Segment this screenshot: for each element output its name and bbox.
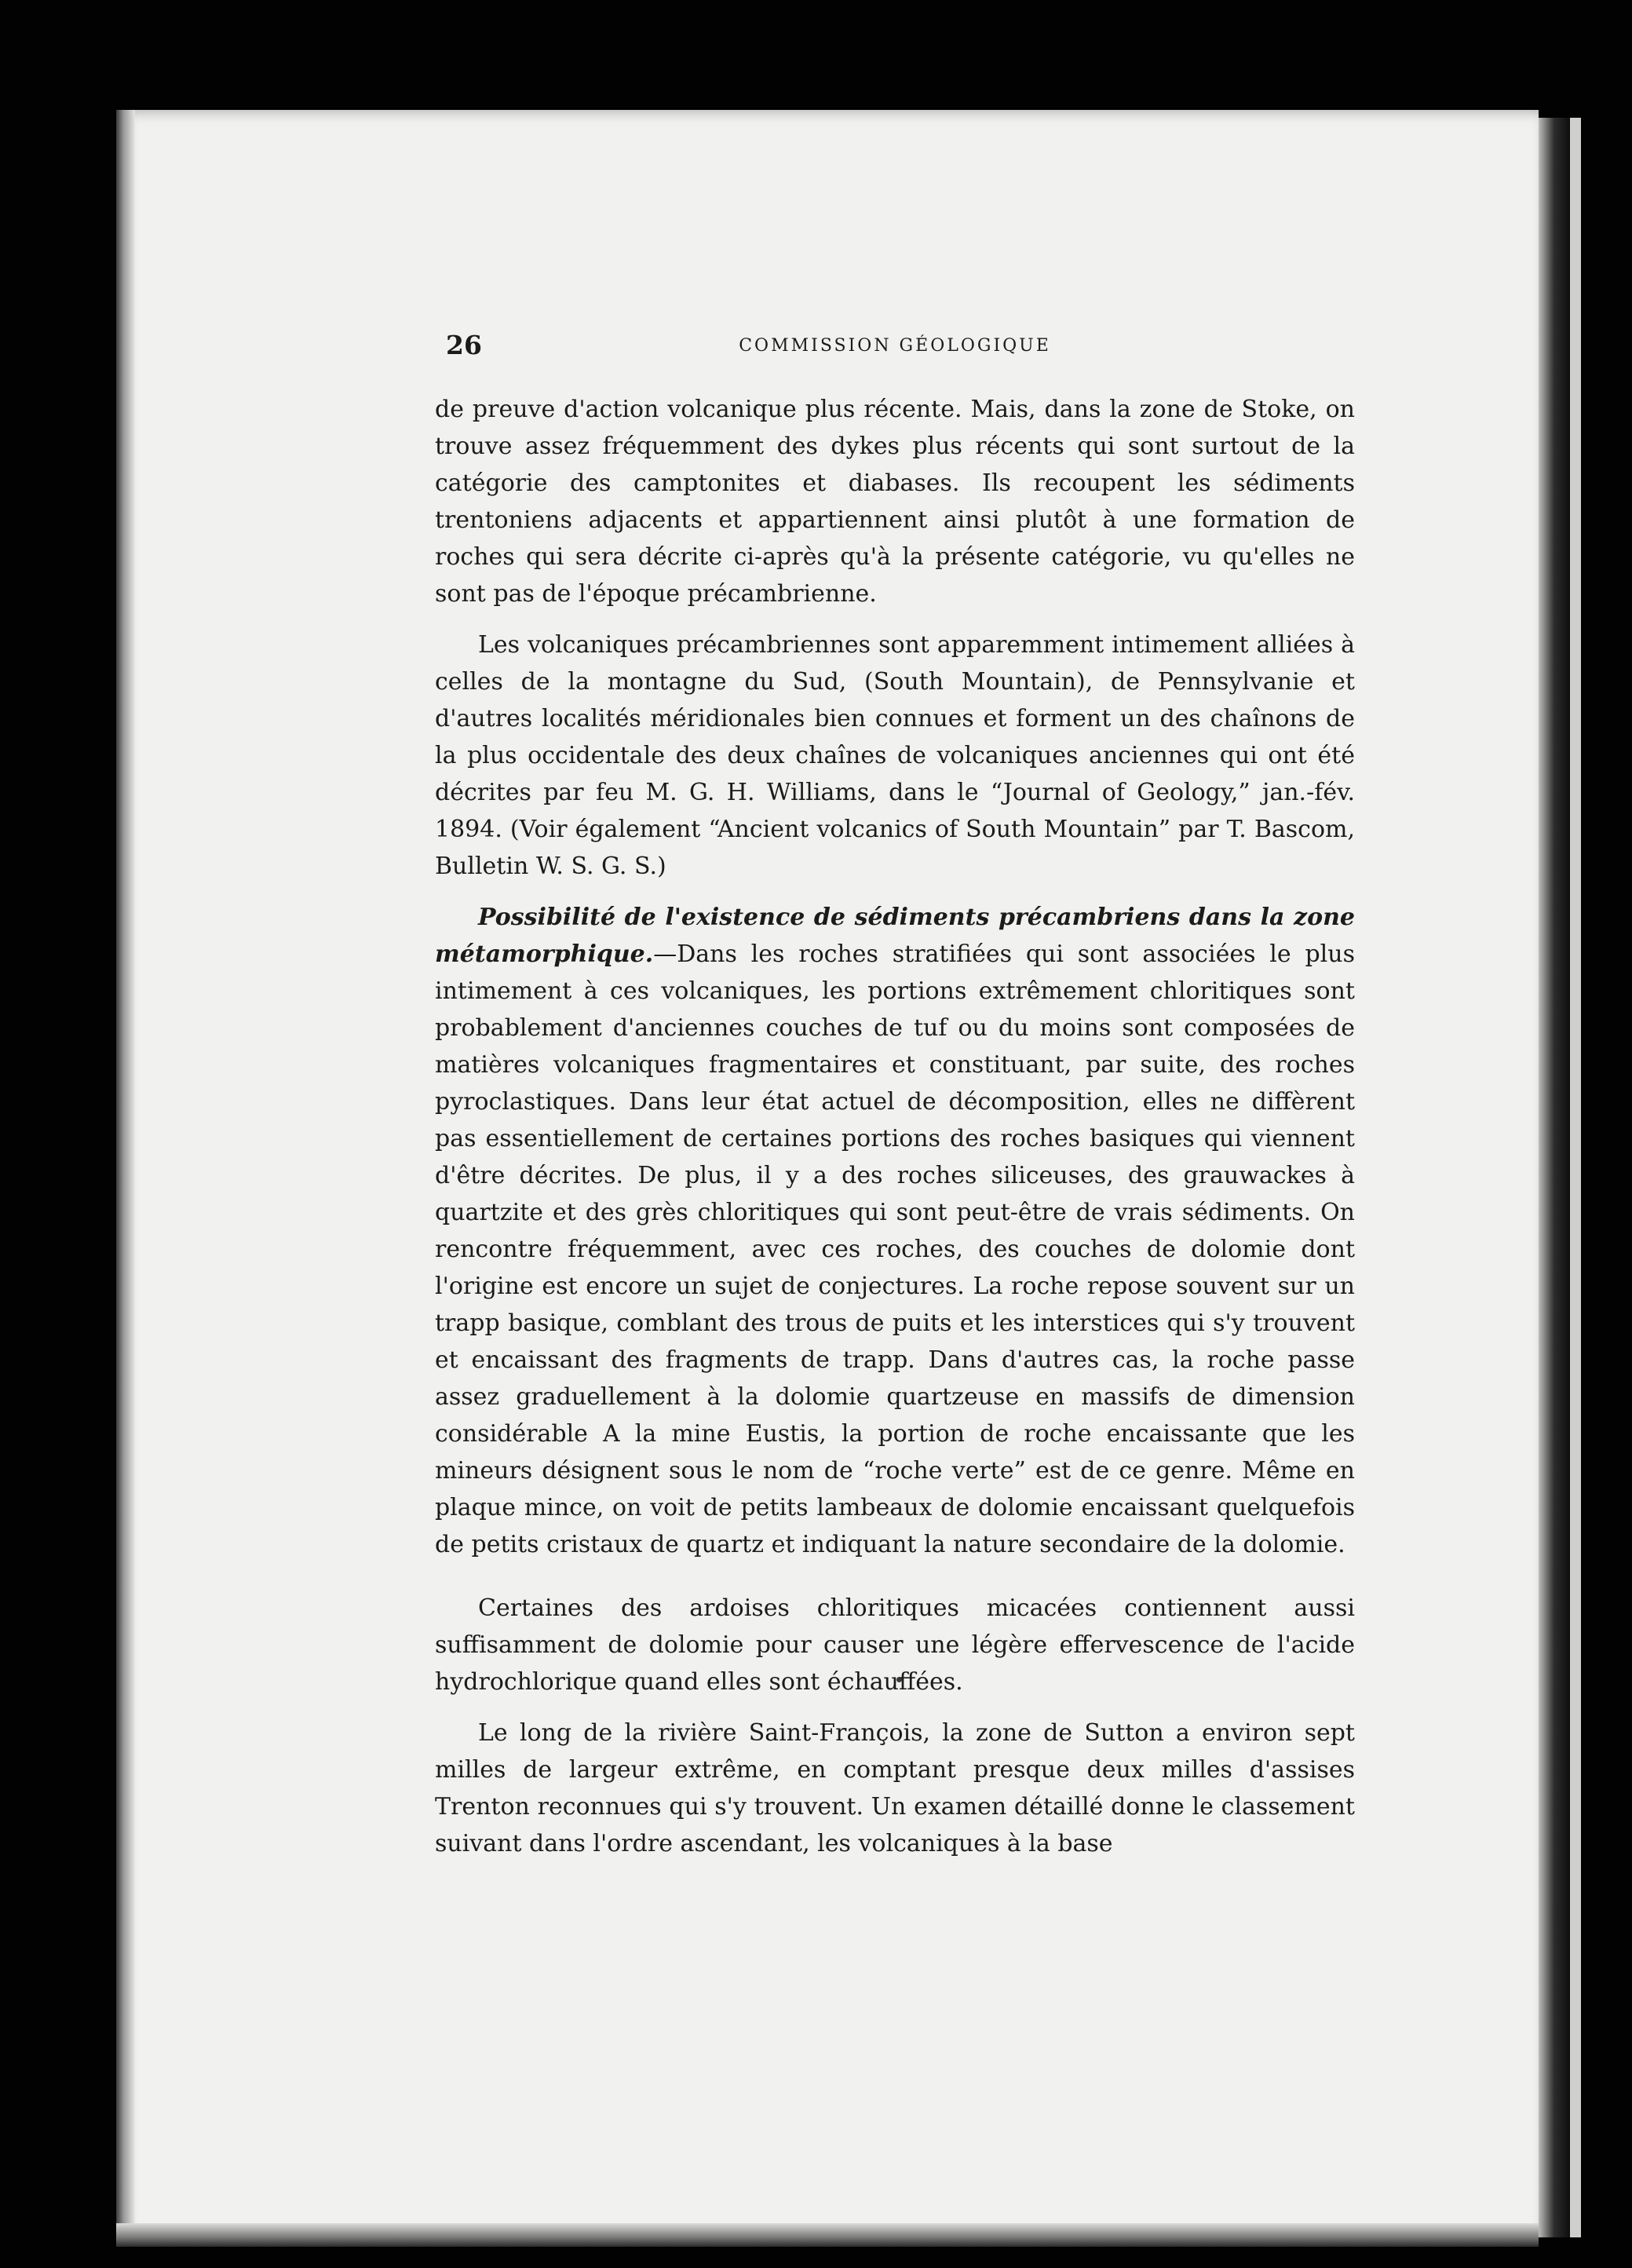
paragraph-4: Certaines des ardoises chloritiques micacées contiennent aussi suffisamment de dolomie pour causer une légère effervescence de l'acide hydrochlorique quand elles sont échauffées. xyxy=(435,1594,1355,1696)
paragraph-1: de preuve d'action volcanique plus récente. Mais, dans la zone de Stoke, on trouve assez fréquemment des dykes plus récents qui sont surtout de la catégorie des camptonites et diabases. Ils recoupent les sédiments trentoniens adjacents et appartiennent ainsi plutôt à une formation de roches qui sera décrite ci-après qu'à la présente catégorie, vu qu'elles ne sont pas de l'époque précambrienne. xyxy=(435,396,1355,608)
paragraph-5: Le long de la rivière Saint-François, la zone de Sutton a environ sept milles de largeur extrême, en comptant presque deux milles d'assises Trenton reconnues qui s'y trouvent. Un examen détaillé donne le classement suivant dans l'ordre ascendant, les volcaniques à la base xyxy=(435,1719,1355,1857)
page-number: 26 xyxy=(446,330,482,360)
section-title: Possibilité de l'existence de sédiments précambriens dans la zone métamorphique. xyxy=(435,904,1355,968)
paragraph-2: Les volcaniques précambriennes sont apparemment intimement alliées à celles de la montagne du Sud, (South Mountain), de Pennsylvanie et d'autres localités méridionales bien connues et forment un des chaînons de la plus occidentale des deux chaînes de volcaniques anciennes qui ont été décrites par feu M. G. H. Williams, dans le “Journal of Geology,” jan.-fév. 1894. (Voir également “Ancient volcanics of South Mountain” par T. Bascom, Bulletin W. S. G. S.) xyxy=(435,631,1355,880)
page-text xyxy=(435,330,1355,1862)
paragraph-3 xyxy=(435,899,1355,1563)
section-body: —Dans les roches stratifiées qui sont associées le plus intimement à ces volcaniques, les portions extrêmement chloritiques sont probablement d'anciennes couches de tuf ou du moins sont composées de matières volcaniques fragmentaires et constituant, par suite, des roches pyroclastiques. Dans leur état actuel de décomposition, elles ne diffèrent pas essentiellement de certaines portions des roches basiques qui viennent d'être décrites. De plus, il y a des roches siliceuses, des grauwackes à quartzite et des grès chloritiques qui sont peut-être de vrais sédiments. On rencontre fréquemment, avec ces roches, des couches de dolomie dont l'origine est encore un sujet de conjectures. La roche repose souvent sur un trapp basique, comblant des trous de puits et les interstices qui s'y trouvent et encaissant des fragments de trapp. Dans d'autres cas, la roche passe assez graduellement à la dolomie quartzeuse en massifs de dimension considérable A la mine Eustis, la portion de roche encaissante que les mineurs désignent sous le nom de “roche verte” est de ce genre. Même en plaque mince, on voit de petits lambeaux de dolomie encaissant quelquefois de petits cristaux de quartz et indiquant la nature secondaire de la dolomie. xyxy=(435,940,1355,1558)
page-bottom-edge xyxy=(116,2223,1539,2247)
page-left-edge xyxy=(116,110,135,2245)
page-header xyxy=(435,330,1355,374)
right-gutter-shadow xyxy=(1539,118,1570,2237)
facing-page-sliver xyxy=(1570,118,1581,2237)
running-head: COMMISSION GÉOLOGIQUE xyxy=(739,336,1051,356)
